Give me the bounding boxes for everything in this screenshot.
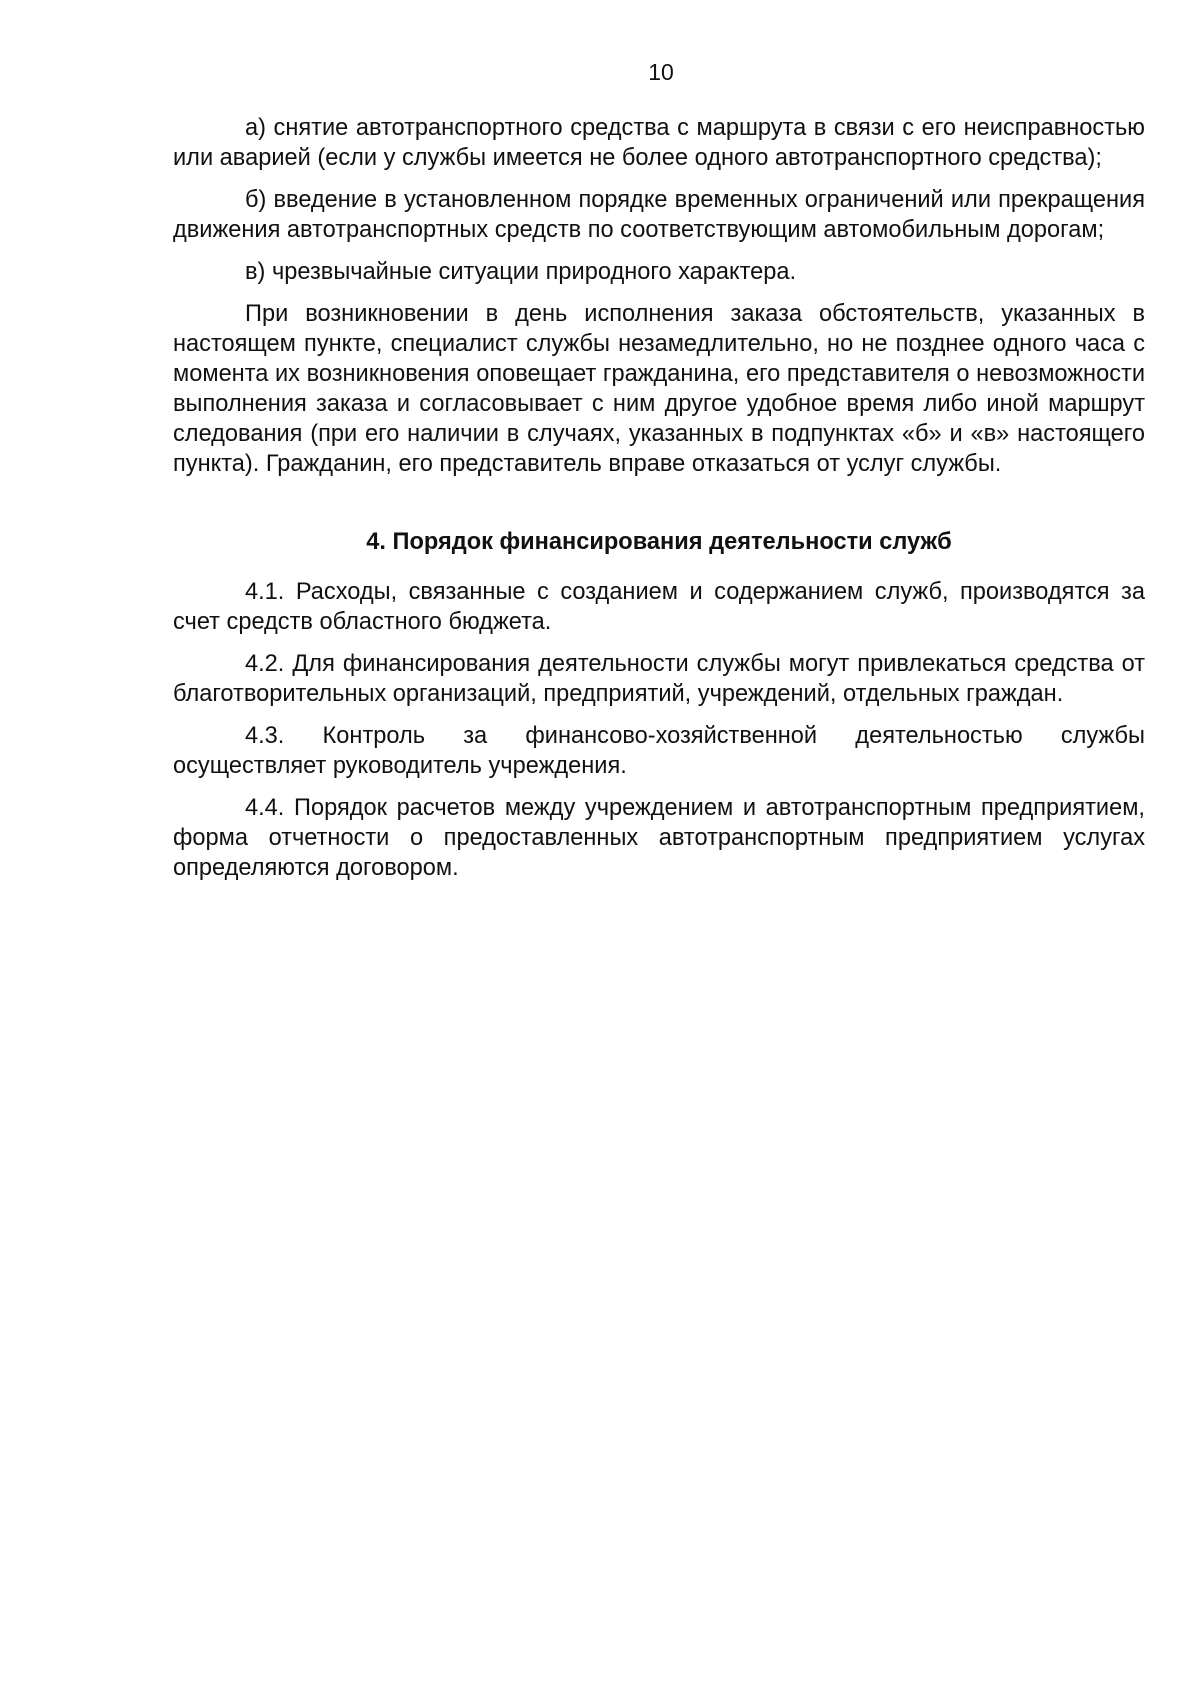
section-heading: 4. Порядок финансирования деятельности служб	[366, 529, 952, 555]
paragraph-item-v: в) чрезвычайные ситуации природного характера.	[245, 259, 797, 285]
paragraph-circumstances: При возникновении в день исполнения заказа обстоятельств, указанных в настоящем пункте, специалист службы незамедлительно, но не позднее одного часа с момента их возникновения оповещает гражданина, его представителя о невозможности выполнения заказа и согласовывает с ним другое удобное время либо иной маршрут следования (при его наличии в случаях, указанных в подпунктах «б» и «в» настоящего пункта). Гражданин, его представитель вправе отказаться от услуг службы.	[173, 301, 1145, 477]
page-number: 10	[648, 59, 674, 85]
paragraph-4-2: 4.2. Для финансирования деятельности службы могут привлекаться средства от благотворительных организаций, предприятий, учреждений, отдельных граждан.	[173, 651, 1145, 707]
paragraph-4-1: 4.1. Расходы, связанные с созданием и содержанием служб, производятся за счет средств областного бюджета.	[173, 579, 1145, 635]
paragraph-item-b: б) введение в установленном порядке временных ограничений или прекращения движения автотранспортных средств по соответствующим автомобильным дорогам;	[173, 187, 1145, 243]
paragraph-item-a: а) снятие автотранспортного средства с маршрута в связи с его неисправностью или аварией (если у службы имеется не более одного автотранспортного средства);	[173, 115, 1145, 171]
paragraph-4-3: 4.3. Контроль за финансово-хозяйственной деятельностью службы осуществляет руководитель учреждения.	[173, 723, 1145, 779]
document-body	[173, 113, 1145, 895]
paragraph-4-4: 4.4. Порядок расчетов между учреждением и автотранспортным предприятием, форма отчетности о предоставленных автотранспортным предприятием услугах определяются договором.	[173, 795, 1145, 881]
